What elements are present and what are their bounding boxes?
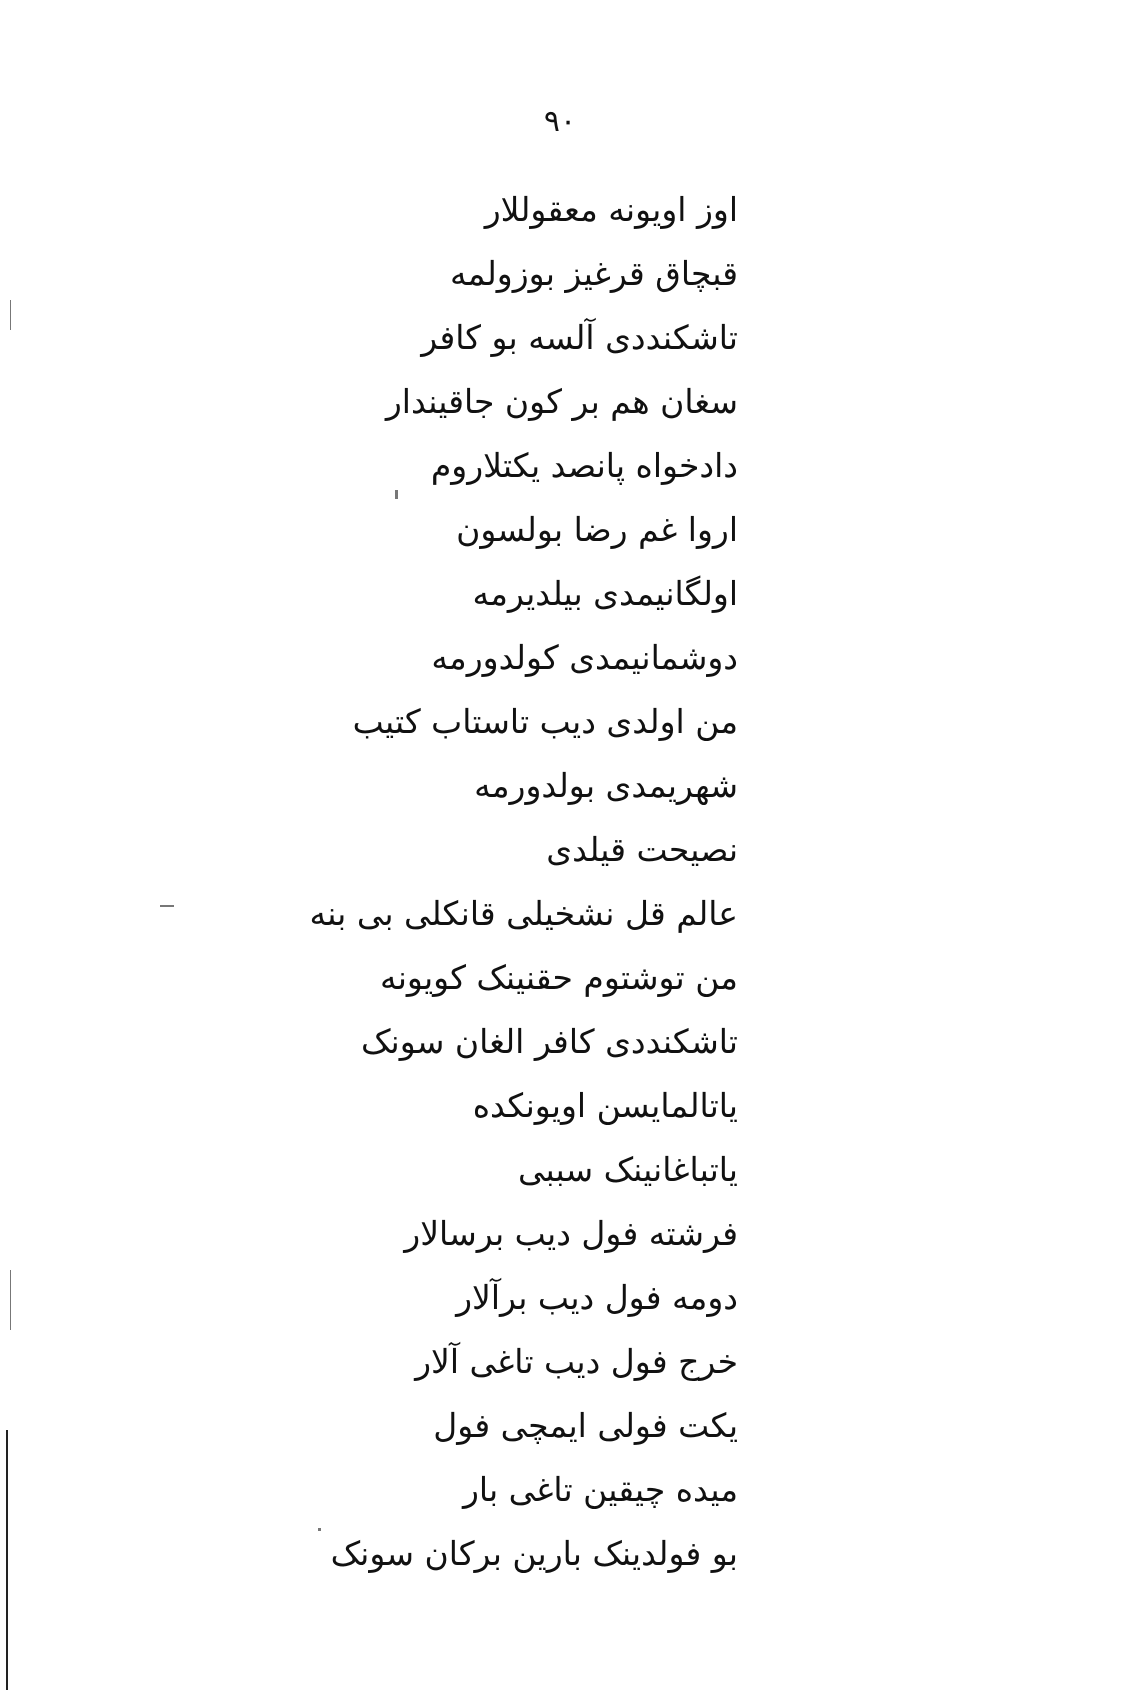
verse-line: من اولدی دیب تاستاب کتیب [352,702,738,741]
scan-speck [318,1528,321,1531]
verse-line: قبچاق قرغیز بوزولمه [449,254,738,293]
verse-line: شهریمدی بولدورمه [474,766,738,805]
verse-line: سغان هم بر کون جاقیندار [385,382,738,421]
verse-line: میده چیقین تاغی بار [462,1470,738,1509]
scan-speck [160,905,174,907]
verse-line: عالم قل نشخیلی قانکلی بی بنه [309,894,738,933]
verse-line: خرج فول دیب تاغی آلار [415,1342,738,1381]
scan-speck [10,1270,11,1330]
verse-line: یاتالمایسن اویونکده [472,1086,738,1125]
verse-line: من توشتوم حقنینک کویونه [380,958,738,997]
page-number: ۹۰ [543,104,577,139]
verse-line: دوشمانیمدی کولدورمه [431,638,738,677]
margin-rule [6,1430,8,1690]
scan-speck [395,490,398,499]
verse-line: یکت فولی ایمچی فول [433,1406,738,1445]
verse-line: دادخواه پانصد یکتلاروم [430,446,738,485]
verse-line: اروا غم رضا بولسون [456,510,738,549]
verse-line: اوز اویونه معقوللار [484,190,738,229]
verse-line: اولگانیمدی بیلدیرمه [472,574,738,613]
verse-line: تاشکنددی کافر الغان سونک [361,1022,738,1061]
verse-block [218,178,738,1586]
verse-line: بو فولدینک بارین برکان سونک [330,1534,738,1573]
verse-line: فرشته فول دیب برسالار [404,1214,738,1253]
verse-line: دومه فول دیب برآلار [456,1278,738,1317]
scan-speck [10,300,11,330]
verse-line: یاتباغانینک سببی [518,1150,738,1189]
verse-line: نصیحت قیلدی [546,830,738,869]
verse-line: تاشکنددی آلسه بو کافر [421,318,738,357]
